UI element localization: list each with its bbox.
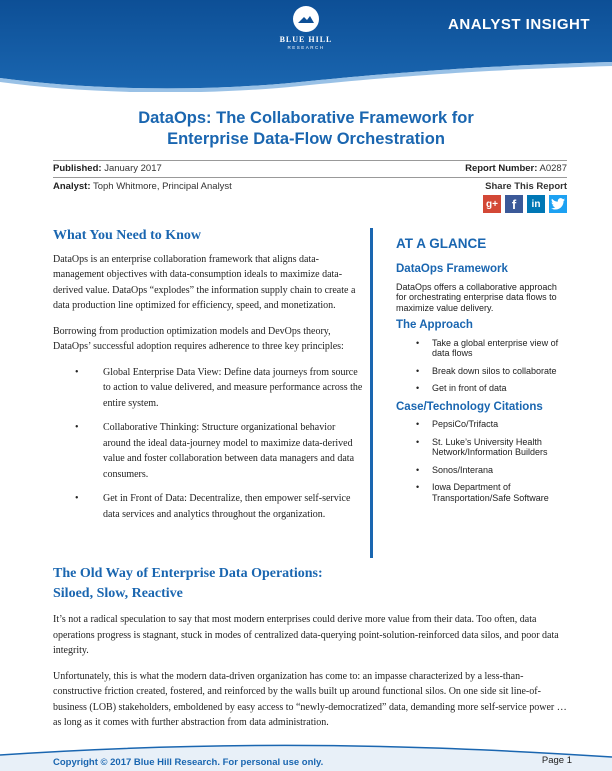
linkedin-icon[interactable]: in bbox=[527, 195, 545, 213]
share-label: Share This Report bbox=[485, 181, 567, 192]
list-item: • Get in Front of Data: Decentralize, then empower self-service data services and analytics throughout the organization. bbox=[75, 493, 351, 520]
framework-text: DataOps offers a collaborative approach for orchestrating enterprise data flows to maximize value delivery. bbox=[396, 281, 557, 313]
divider-mid bbox=[53, 177, 567, 178]
report-number-value: A0287 bbox=[539, 163, 567, 174]
report-title-line1: DataOps: The Collaborative Framework for bbox=[138, 109, 474, 127]
logo bbox=[276, 6, 336, 50]
bullet-icon: • bbox=[416, 419, 420, 429]
section-heading-need-to-know: What You Need to Know bbox=[53, 228, 202, 243]
share-report bbox=[483, 181, 567, 213]
cases-heading: Case/Technology Citations bbox=[396, 400, 543, 413]
page-number: Page 1 bbox=[541, 755, 572, 766]
list-item: • St. Luke’s University Health Network/Information Builders bbox=[416, 436, 548, 457]
bullet-icon: • bbox=[75, 422, 79, 433]
paragraph: DataOps is an enterprise collaboration framework that aligns data-management objectives with data-consumption ideals to maximize data-derived value. DataOps “explodes” the information supply chain to create a data production line optimized for efficiency, speed, and monetization. bbox=[53, 253, 356, 311]
bullet-icon: • bbox=[416, 464, 420, 475]
principles-list bbox=[53, 365, 365, 523]
section-old-way bbox=[53, 564, 567, 741]
at-a-glance-sidebar bbox=[370, 228, 566, 558]
list-item: • PepsiCo/Trifacta bbox=[416, 419, 499, 429]
list-item: • Get in front of data bbox=[416, 383, 507, 393]
analyst-label: Analyst: bbox=[53, 181, 91, 192]
section-heading-line1: The Old Way of Enterprise Data Operations: bbox=[53, 566, 323, 581]
bullet-icon: • bbox=[416, 365, 420, 376]
section-heading-line2: Siloed, Slow, Reactive bbox=[53, 586, 183, 601]
cases-list bbox=[396, 419, 566, 503]
list-item: • Break down silos to collaborate bbox=[416, 365, 557, 376]
copyright: Copyright © 2017 Blue Hill Research. For personal use only. bbox=[53, 757, 324, 768]
share-icons bbox=[483, 195, 567, 213]
facebook-icon[interactable]: f bbox=[505, 195, 523, 213]
report-title bbox=[0, 108, 612, 150]
logo-subtitle: RESEARCH bbox=[287, 45, 325, 50]
meta-published-row bbox=[53, 163, 567, 174]
bullet-icon: • bbox=[416, 383, 420, 393]
header-banner bbox=[0, 0, 612, 92]
approach-list bbox=[396, 338, 566, 394]
main-column bbox=[53, 228, 365, 531]
section-heading-old-way bbox=[53, 564, 567, 604]
published-value: January 2017 bbox=[104, 163, 162, 174]
list-item: • Collaborative Thinking: Structure organizational behavior around the ideal data-journey model to maximize data-derived value and foster collaboration between data managers and data consumers. bbox=[75, 422, 355, 480]
googleplus-icon[interactable]: g+ bbox=[483, 195, 501, 213]
bullet-icon: • bbox=[75, 493, 79, 504]
series-label: ANALYST INSIGHT bbox=[448, 16, 590, 33]
report-number: Report Number: A0287 bbox=[465, 163, 567, 174]
sidebar-accent-bar bbox=[370, 228, 373, 558]
list-item: • Sonos/Interana bbox=[416, 464, 494, 475]
list-item: • Take a global enterprise view of data flows bbox=[416, 337, 559, 358]
list-item: • Global Enterprise Data View: Define data journeys from source to action to value delivered, and measure performance across the entire system. bbox=[75, 366, 363, 409]
logo-name: BLUE HILL bbox=[279, 35, 333, 44]
logo-mark-icon bbox=[293, 6, 319, 32]
approach-heading: The Approach bbox=[396, 319, 473, 331]
twitter-icon[interactable] bbox=[549, 195, 567, 213]
published-label: Published: January 2017 bbox=[53, 163, 162, 174]
paragraph: Unfortunately, this is what the modern data-driven organization has come to: an impasse characterized by a less-than-constructive friction created, fostered, and reinforced by the walls built up around functional silos. On one side sit line-of-business (LOB) stakeholders, emboldened by easy access to “newly-democratized” data, demanding more self-service power … as long as it comes with further abstraction from data administration. bbox=[53, 670, 567, 728]
sidebar-heading: AT A GLANCE bbox=[396, 236, 487, 251]
bullet-icon: • bbox=[416, 482, 420, 492]
bullet-icon: • bbox=[416, 436, 420, 447]
list-item: • Iowa Department of Transportation/Safe Software bbox=[416, 482, 549, 503]
report-title-line2: Enterprise Data-Flow Orchestration bbox=[167, 130, 445, 148]
paragraph: Borrowing from production optimization models and DevOps theory, DataOps’ successful adoption requires adherence to three key principles: bbox=[53, 325, 344, 352]
paragraph: It’s not a radical speculation to say that most modern enterprises could derive more value from their data. Too often, data operations progress is stagnant, stuck in modes of centralized data-querying point-solution-reinforced data silos, and poor data integrity. bbox=[53, 614, 559, 656]
divider-top bbox=[53, 160, 567, 161]
bullet-icon: • bbox=[75, 366, 79, 378]
analyst-value: Toph Whitmore, Principal Analyst bbox=[92, 181, 232, 192]
bullet-icon: • bbox=[416, 337, 420, 348]
framework-heading: DataOps Framework bbox=[396, 263, 508, 275]
